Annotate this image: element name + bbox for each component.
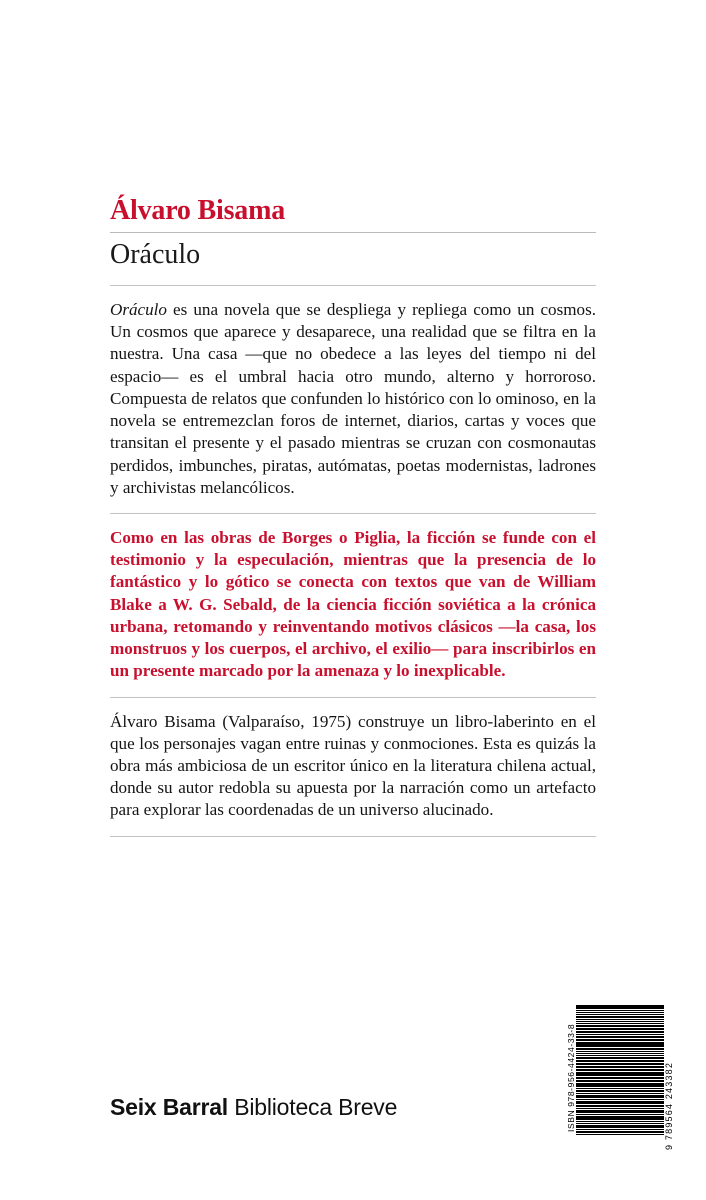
barcode-bar [576,1102,664,1104]
barcode-bar [576,1096,664,1098]
barcode-bar [576,1023,664,1025]
barcode-bar [576,1072,664,1075]
blurb-main-paragraph [110,299,596,499]
barcode-bar [576,1105,664,1108]
divider-under-author [110,232,596,233]
barcode-bar [576,1077,664,1079]
barcode-bar [576,1044,664,1047]
barcode-bar [576,1016,664,1019]
publisher-brand: Seix Barral [110,1094,228,1120]
divider-above-bio [110,697,596,698]
barcode-bar [576,1111,664,1113]
barcode-bar [576,1121,664,1123]
barcode-isbn-label: ISBN 978-956-4424-33-8 [566,1023,576,1132]
book-title: Oráculo [110,239,201,271]
barcode-bar [576,1117,664,1120]
cover-content [110,196,596,850]
barcode-bar [576,1131,664,1134]
barcode-bar [576,1053,664,1055]
publisher-collection: Biblioteca Breve [234,1094,398,1120]
barcode-bar [576,1090,664,1093]
barcode-bar [576,1012,664,1014]
book-author: Álvaro Bisama [110,195,285,226]
barcode-bar [576,1005,664,1008]
barcode-bar [576,1060,664,1062]
blurb-lead-italic-title: Oráculo [110,300,167,320]
blurb-highlight-paragraph: Como en las obras de Borges o Piglia, la ficción se funde con el testimonio y la especulación, mientras que la presencia de lo fantástico y lo gótico se conecta con textos que van de William Blake a W. G. Sebald, de la ciencia ficción soviética a la crónica urbana, retomando y reinventando motivos clásicos —la casa, los monstruos y los cuerpos, el archivo, el exilio— para inscribirlos en un presente marcado por la amenaza y lo inexplicable. [110,528,596,681]
barcode-bar [576,1134,664,1135]
publisher-imprint [110,1094,397,1121]
barcode-bar [576,1025,664,1027]
divider-above-highlight [110,513,596,514]
barcode [565,1005,675,1150]
divider-below-bio [110,836,596,837]
barcode-bar [576,1085,664,1087]
barcode-bar [576,1057,664,1060]
barcode-bar [576,1036,664,1038]
barcode-bar [576,1083,664,1085]
barcode-digits: 9 789564 243382 [664,1061,674,1150]
barcode-bars [576,1005,664,1150]
barcode-bar [576,1042,664,1044]
barcode-bar [576,1031,664,1034]
blurb-main-text: es una novela que se despliega y repliega como un cosmos. Un cosmos que aparece y desaparece, una realidad que se filtra en la nuestra. Una casa —que no obedece a las leyes del tiempo ni del espacio— es el umbral hacia otro mundo, alterno y horroroso. Compuesta de relatos que confunden lo histórico con lo ominoso, en la novela se entremezclan foros de internet, diarios, cartas y voces que transitan el presente y el pasado mientras se cruzan con cosmonautas perdidos, imbunches, piratas, autómatas, poetas modernistas, ladrones y archivistas melancólicos. [110,300,596,497]
blurb-bio-paragraph: Álvaro Bisama (Valparaíso, 1975) construye un libro-laberinto en el que los personajes vagan entre ruinas y conmociones. Esta es quizás la obra más ambiciosa de un escritor único en la literatura chilena actual, donde su autor redobla su apuesta por la narración como un artefacto para explorar las coordenadas de un universo alucinado. [110,711,596,820]
barcode-bar [576,1066,664,1068]
divider-above-blurb [110,285,596,286]
barcode-bar [576,1126,664,1128]
